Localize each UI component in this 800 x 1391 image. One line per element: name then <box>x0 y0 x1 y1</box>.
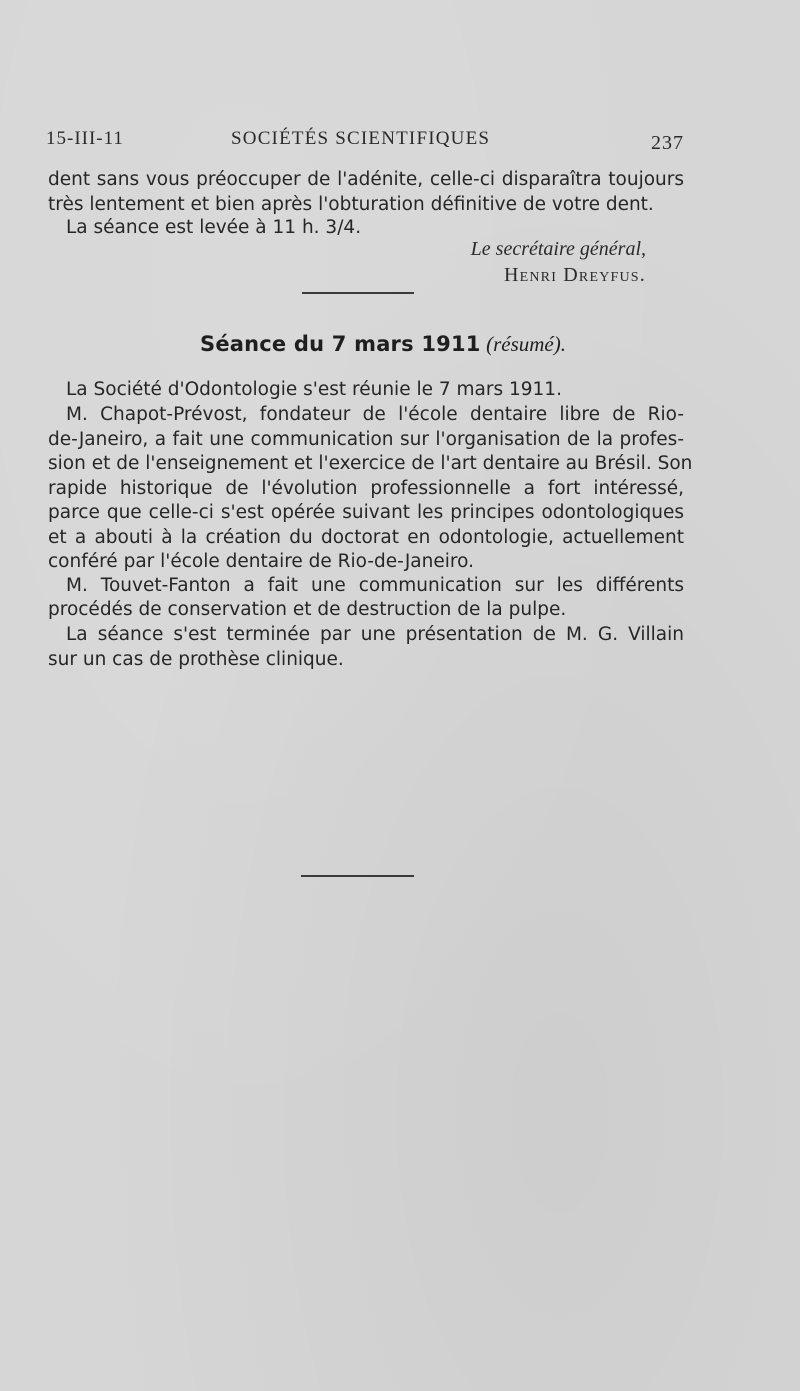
paragraph-line: très lentement et bien après l'obturation définitive de votre dent. <box>48 194 654 215</box>
paragraph-line: conféré par l'école dentaire de Rio-de-Janeiro. <box>48 551 474 572</box>
paragraph-line: dent sans vous préoccuper de l'adénite, celle-ci disparaîtra toujours <box>48 169 684 190</box>
paragraph-line: parce que celle-ci s'est opérée suivant les principes odontologiques <box>48 502 684 523</box>
signature-block <box>471 236 646 288</box>
section-heading <box>200 331 566 357</box>
signature-name: Henri Dreyfus. <box>503 264 646 286</box>
paragraph-line: La Société d'Odontologie s'est réunie le 7 mars 1911. <box>66 379 562 400</box>
paragraph-line: M. Touvet-Fanton a fait une communication sur les différents <box>66 575 684 596</box>
page-number: 237 <box>651 132 684 154</box>
paragraph-line: de-Janeiro, a fait une communication sur l'organisation de la profes- <box>48 429 684 450</box>
paragraph-line: La séance est levée à 11 h. 3/4. <box>66 217 362 238</box>
running-header <box>46 128 684 158</box>
paragraph-line: M. Chapot-Prévost, fondateur de l'école dentaire libre de Rio- <box>66 404 684 425</box>
paragraph-line: La séance s'est terminée par une présentation de M. G. Villain <box>66 624 684 645</box>
running-title: SOCIÉTÉS SCIENTIFIQUES <box>231 128 491 149</box>
header-date: 15-III-11 <box>46 128 124 149</box>
section-divider <box>302 292 414 294</box>
signature-role: Le secrétaire général, <box>470 238 646 260</box>
paragraph-line: sur un cas de prothèse clinique. <box>48 649 344 670</box>
paragraph-line: rapide historique de l'évolution professionnelle a fort intéressé, <box>48 478 684 499</box>
section-heading-title: Séance du 7 mars 1911 <box>200 332 481 356</box>
paragraph-line: sion et de l'enseignement et l'exercice de l'art dentaire au Brésil. Son <box>48 453 693 474</box>
section-heading-note: (résumé). <box>486 332 566 356</box>
end-divider <box>301 875 414 877</box>
paragraph-line: procédés de conservation et de destruction de la pulpe. <box>48 599 567 620</box>
paragraph-line: et a abouti à la création du doctorat en odontologie, actuellement <box>48 527 684 548</box>
